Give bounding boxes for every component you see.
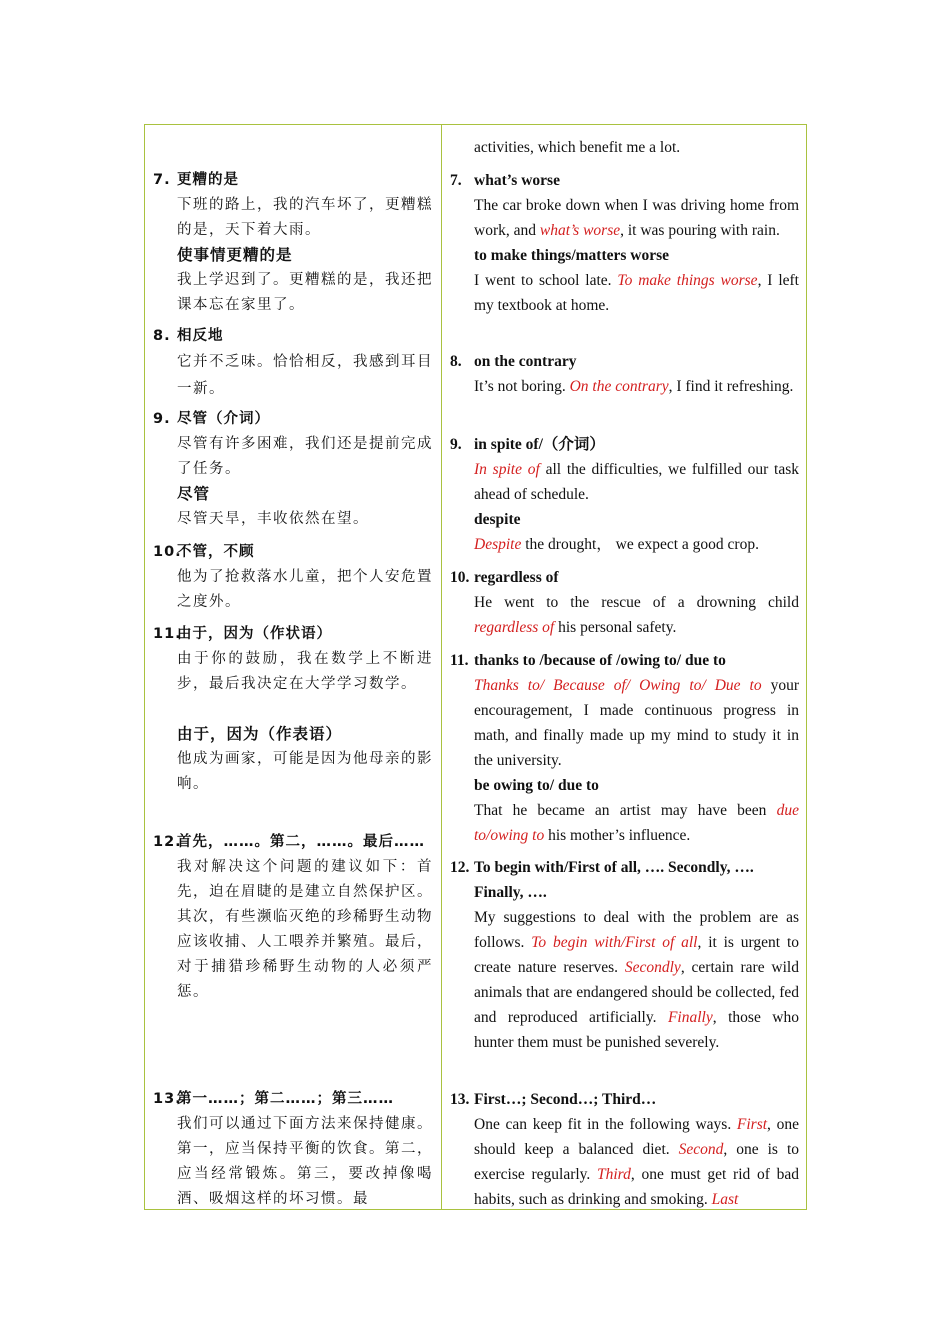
entry-10-en	[450, 565, 799, 640]
highlighted-phrase: To begin with/First of all	[531, 934, 698, 951]
entry-number: 7.	[450, 172, 462, 189]
entry-10-zh	[153, 540, 433, 615]
entry-number: 7.	[153, 172, 171, 188]
highlighted-phrase: On the contrary	[569, 378, 669, 395]
entry-text: 他为了抢救落水儿童，把个人安危置之度外。	[177, 569, 433, 610]
entry-example: One can keep fit in the following ways. First, one should keep a balanced diet. Second, one is to exercise regularly. Third, one must get rid of bad habits, such as drinking and smoking. Last	[474, 1116, 800, 1208]
highlighted-phrase: what’s worse	[539, 222, 621, 239]
highlighted-phrase: Finally	[667, 1009, 713, 1026]
highlighted-phrase: due to/owing to	[474, 802, 799, 844]
entry-text: 我们可以通过下面方法来保持健康。第一，应当保持平衡的饮食。第二，应当经常锻炼。第三，要改掉像喝酒、吸烟这样的坏习惯。最	[177, 1116, 433, 1207]
entry-title: on the contrary	[474, 353, 577, 370]
entry-subtitle: 使事情更糟的是	[177, 246, 293, 264]
highlighted-phrase: First	[736, 1116, 768, 1133]
entry-11-zh	[153, 622, 433, 797]
entry-subtitle: 由于，因为（作表语）	[177, 725, 343, 743]
continuation-line: activities, which benefit me a lot.	[474, 139, 681, 156]
entry-8-en	[450, 349, 799, 399]
entry-subtitle: despite	[474, 511, 521, 528]
entry-12-zh	[153, 830, 433, 1005]
entry-text: 由于你的鼓励，我在数学上不断进步，最后我决定在大学学习数学。	[177, 651, 433, 692]
entry-number: 8.	[153, 328, 171, 344]
entry-example: Thanks to/ Because of/ Owing to/ Due to your encouragement, I made continuous progress in math, and finally made up my mind to study it in the university.	[474, 677, 799, 769]
entry-subtitle: to make things/matters worse	[474, 247, 670, 264]
highlighted-phrase: In spite of	[474, 461, 540, 478]
entry-number: 10.	[153, 544, 182, 560]
highlighted-phrase: Second	[678, 1141, 724, 1158]
entry-9-en	[450, 432, 799, 557]
highlighted-phrase: regardless of	[474, 619, 555, 636]
entry-title: thanks to /because of /owing to/ due to	[474, 652, 726, 669]
entry-title: To begin with/First of all, …. Secondly, …. Finally, ….	[474, 859, 754, 901]
entry-example: Despite the drought， we expect a good crop.	[474, 536, 759, 553]
entry-number: 11.	[153, 626, 182, 642]
entry-7-en	[450, 168, 799, 318]
entry-title: 由于，因为（作状语）	[177, 626, 332, 642]
entry-example: The car broke down when I was driving home from work, and what’s worse, it was pouring with rain.	[474, 197, 799, 239]
entry-title: First…; Second…; Third…	[474, 1091, 657, 1108]
entry-text: 尽管有许多困难，我们还是提前完成了任务。	[177, 436, 433, 477]
highlighted-phrase: Despite	[474, 536, 522, 553]
entry-title: 第一……；第二……；第三……	[177, 1091, 394, 1107]
entry-number: 13.	[153, 1091, 182, 1107]
entry-title: 相反地	[177, 328, 224, 344]
entry-9-zh	[153, 407, 433, 532]
entry-title: 首先，……。第二，……。最后……	[177, 834, 425, 850]
entry-number: 12.	[450, 859, 470, 876]
entry-text: 下班的路上，我的汽车坏了，更糟糕的是，天下着大雨。	[177, 197, 433, 238]
entry-example: It’s not boring. On the contrary, I find it refreshing.	[474, 378, 794, 395]
entry-number: 10.	[450, 569, 470, 586]
entry-number: 12.	[153, 834, 182, 850]
entry-subtitle: 尽管	[177, 485, 211, 503]
entry-subtitle: be owing to/ due to	[474, 777, 599, 794]
entry-title: 更糟的是	[177, 172, 239, 188]
entry-title: what’s worse	[474, 172, 560, 189]
entry-number: 8.	[450, 353, 462, 370]
entry-13-zh	[153, 1087, 433, 1212]
phrase-table	[144, 124, 807, 1210]
column-divider	[441, 125, 442, 1209]
entry-title: 尽管（介词）	[177, 411, 270, 427]
entry-example: That he became an artist may have been due to/owing to his mother’s influence.	[474, 802, 799, 844]
entry-text: 我上学迟到了。更糟糕的是，我还把课本忘在家里了。	[177, 272, 433, 313]
entry-example: He went to the rescue of a drowning child regardless of his personal safety.	[474, 594, 799, 636]
entry-text: 我对解决这个问题的建议如下：首先，迫在眉睫的是建立自然保护区。其次，有些濒临灭绝的珍稀野生动物应该收捕、人工喂养并繁殖。最后，对于捕猎珍稀野生动物的人必须严惩。	[177, 859, 433, 1000]
entry-7-zh	[153, 168, 433, 318]
entry-example: I went to school late. To make things worse, I left my textbook at home.	[474, 272, 799, 314]
entry-11-en	[450, 648, 799, 848]
highlighted-phrase: Last	[711, 1191, 739, 1208]
entry-text: 尽管天旱，丰收依然在望。	[177, 511, 369, 527]
entry-number: 13.	[450, 1091, 470, 1108]
entry-title: in spite of/（介词）	[474, 436, 605, 453]
highlighted-phrase: Thanks to/ Because of/ Owing to/ Due to	[474, 677, 762, 694]
entry-number: 9.	[153, 411, 171, 427]
entry-example: In spite of all the difficulties, we fulfilled our task ahead of schedule.	[474, 461, 799, 503]
entry-title: regardless of	[474, 569, 559, 586]
entry-example: My suggestions to deal with the problem are as follows. To begin with/First of all, it is urgent to create nature reserves. Secondly, certain rare wild animals that are endangered should be collected, fed and reproduced artificially. Finally, those who hunter them must be punished severely.	[474, 909, 799, 1051]
entry-number: 11.	[450, 652, 469, 669]
entry-title: 不管，不顾	[177, 544, 255, 560]
entry-number: 9.	[450, 436, 462, 453]
highlighted-phrase: To make things worse	[617, 272, 758, 289]
entry-8-zh	[153, 324, 433, 403]
highlighted-phrase: Third	[597, 1166, 631, 1183]
entry-13-en	[450, 1087, 799, 1212]
highlighted-phrase: Secondly	[624, 959, 681, 976]
entry-12-en	[450, 855, 799, 1055]
entry-text: 他成为画家，可能是因为他母亲的影响。	[177, 751, 433, 792]
entry-text: 它并不乏味。恰恰相反，我感到耳目一新。	[177, 354, 433, 397]
